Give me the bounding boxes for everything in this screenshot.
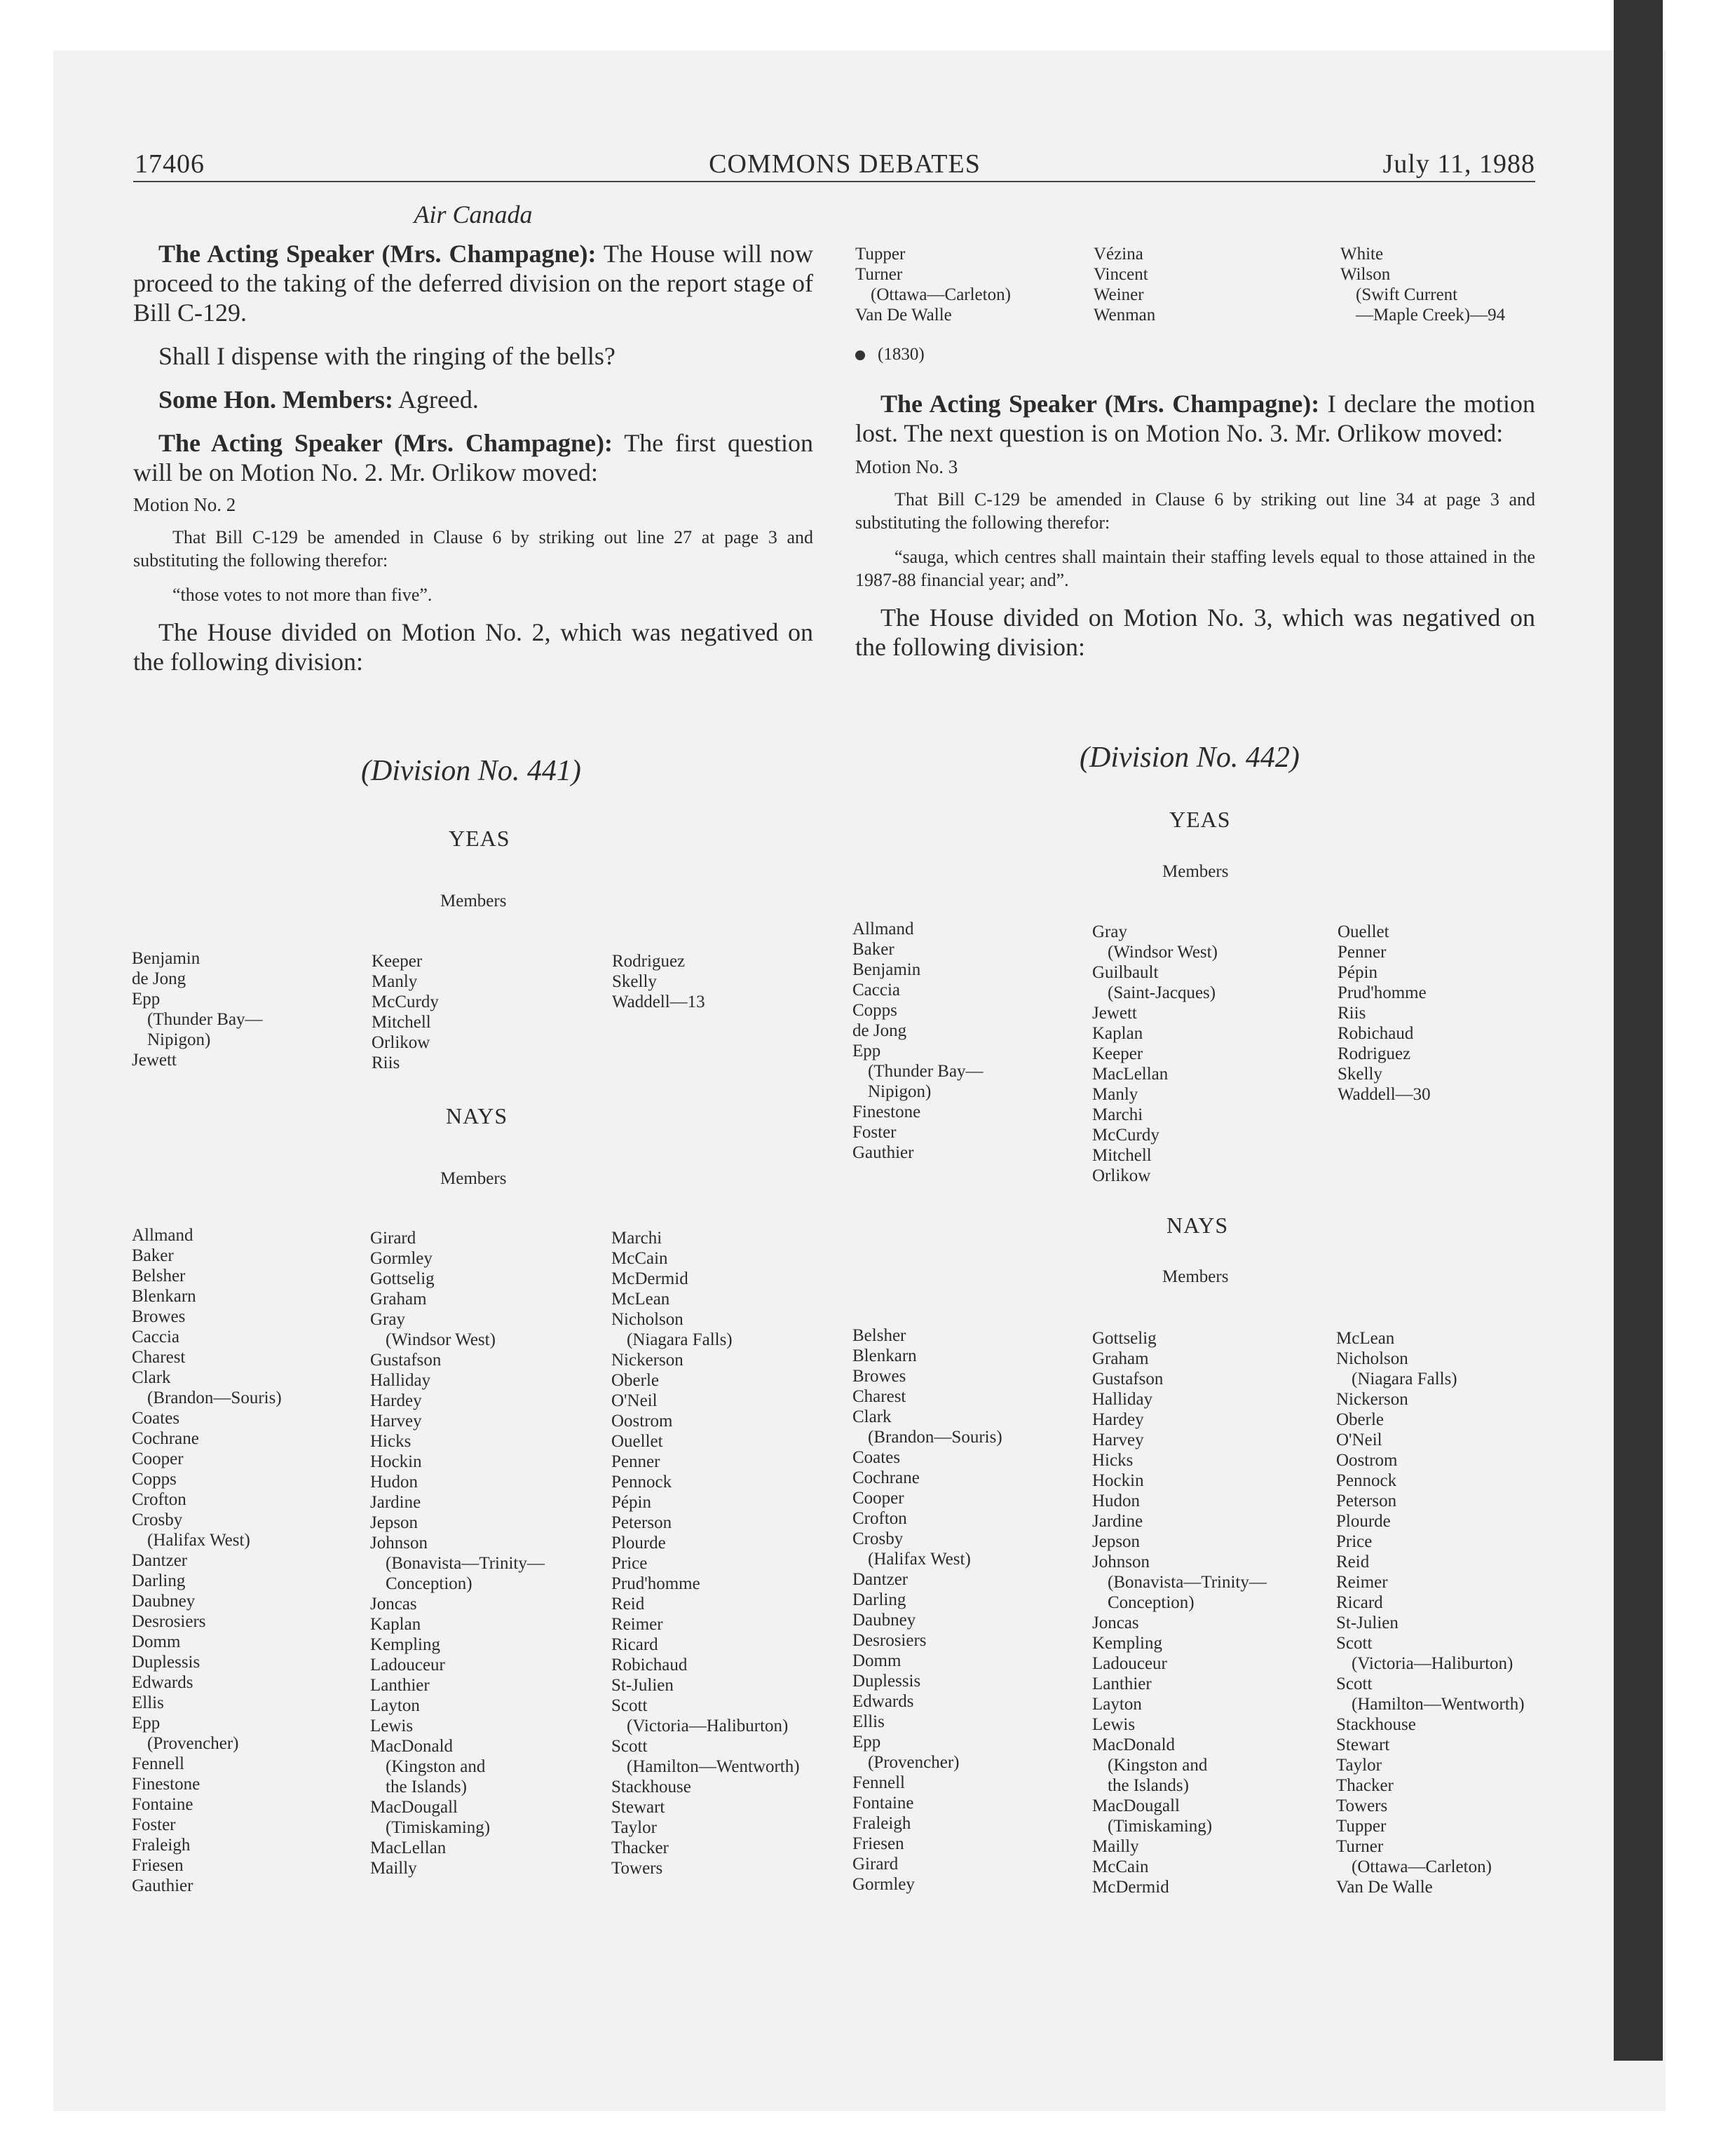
member-name: Harvey — [1092, 1431, 1144, 1449]
member-name: (Provencher) — [868, 1753, 960, 1772]
member-name: Epp — [852, 1042, 881, 1060]
member-name: (Windsor West) — [1108, 943, 1218, 962]
member-name: Rodriguez — [1338, 1044, 1411, 1063]
member-name: McLean — [611, 1290, 670, 1309]
member-name: Coates — [852, 1448, 901, 1467]
paragraph: The House divided on Motion No. 2, which was negatived on the following division: — [133, 618, 813, 676]
member-name: Jewett — [132, 1051, 177, 1070]
member-name: (Victoria—Haliburton) — [1352, 1654, 1513, 1673]
member-name: Desrosiers — [132, 1612, 206, 1631]
member-name: Thacker — [1336, 1776, 1394, 1795]
member-name: Crosby — [852, 1529, 904, 1548]
member-name: Belsher — [132, 1267, 186, 1285]
nays-heading: NAYS — [446, 1103, 508, 1128]
div441-nays-col1 — [132, 1225, 282, 1896]
bullet-icon — [855, 350, 865, 360]
member-name: Ladouceur — [370, 1656, 445, 1674]
member-name: Marchi — [1092, 1105, 1143, 1124]
member-name: Nicholson — [611, 1310, 683, 1329]
member-name: Stackhouse — [611, 1778, 691, 1796]
member-name: Copps — [852, 1001, 897, 1020]
member-name: Johnson — [1092, 1553, 1150, 1571]
member-name: (Niagara Falls) — [1352, 1370, 1457, 1389]
speaker-name: Some Hon. Members: — [158, 386, 393, 414]
member-name: Penner — [1338, 943, 1387, 962]
member-name: Duplessis — [132, 1653, 200, 1672]
member-name: Robichaud — [611, 1656, 688, 1674]
member-name: Waddell—13 — [612, 992, 705, 1011]
member-name: Darling — [852, 1590, 906, 1609]
member-name: (Windsor West) — [386, 1330, 496, 1349]
member-name: Kaplan — [370, 1615, 421, 1634]
div442-yeas-col1 — [852, 919, 984, 1163]
motion-text: That Bill C-129 be amended in Clause 6 by striking out line 27 at page 3 and substituting the following therefor: — [133, 527, 813, 571]
member-name: Hockin — [1092, 1471, 1144, 1490]
member-name: Johnson — [370, 1534, 428, 1553]
member-name: Vézina — [1094, 245, 1143, 264]
div441-nays-col3 — [611, 1228, 800, 1878]
division-441-title: (Division No. 441) — [361, 755, 581, 787]
member-name: Duplessis — [852, 1672, 921, 1691]
member-name: Plourde — [1336, 1512, 1391, 1531]
member-name: (Ottawa—Carleton) — [871, 285, 1011, 304]
paragraph: The House divided on Motion No. 3, which was negatived on the following division: — [855, 603, 1535, 661]
member-name: MacDonald — [1092, 1735, 1176, 1754]
member-name: Conception) — [1108, 1593, 1195, 1612]
member-name: Caccia — [132, 1328, 180, 1346]
member-name: Pépin — [611, 1493, 651, 1512]
member-name: Scott — [1336, 1634, 1373, 1653]
member-name: Browes — [852, 1367, 906, 1386]
members-label: Members — [440, 892, 507, 910]
member-name: Daubney — [852, 1611, 916, 1630]
member-name: Belsher — [852, 1326, 906, 1345]
member-name: Fontaine — [852, 1794, 914, 1813]
member-name: Price — [1336, 1532, 1373, 1551]
member-name: Pépin — [1338, 963, 1377, 982]
member-name: de Jong — [132, 969, 186, 988]
member-name: Kempling — [1092, 1634, 1162, 1653]
member-name: (Hamilton—Wentworth) — [1352, 1695, 1525, 1714]
member-name: Keeper — [1092, 1044, 1143, 1063]
member-name: Mailly — [370, 1859, 417, 1878]
member-name: Ouellet — [611, 1432, 663, 1451]
member-name: Pennock — [611, 1473, 672, 1492]
member-name: Gray — [1092, 922, 1127, 941]
div442-nays-col1 — [852, 1325, 1002, 1895]
member-name: (Timiskaming) — [1108, 1817, 1213, 1836]
member-name: Plourde — [611, 1534, 666, 1553]
member-name: Foster — [132, 1815, 176, 1834]
member-name: Gormley — [852, 1875, 915, 1894]
member-name: Domm — [132, 1632, 181, 1651]
member-name: (Saint-Jacques) — [1108, 983, 1216, 1002]
section-title: Air Canada — [414, 200, 533, 228]
member-name: Benjamin — [852, 960, 921, 979]
member-name: Jepson — [370, 1513, 419, 1532]
member-name: Ricard — [611, 1635, 658, 1654]
member-name: (Kingston and — [1108, 1756, 1208, 1775]
member-name: Dantzer — [852, 1570, 909, 1589]
members-label: Members — [1162, 862, 1229, 881]
member-name: Benjamin — [132, 949, 200, 968]
member-name: Ladouceur — [1092, 1654, 1167, 1673]
paragraph: The Acting Speaker (Mrs. Champagne): I declare the motion lost. The next question is on Motion No. 3. Mr. Orlikow moved: — [855, 390, 1535, 447]
member-name: Finestone — [852, 1103, 921, 1121]
member-name: the Islands) — [1108, 1776, 1189, 1795]
member-name: Reimer — [1336, 1573, 1388, 1592]
member-name: O'Neil — [611, 1391, 658, 1410]
speaker-name: The Acting Speaker (Mrs. Champagne): — [158, 240, 597, 268]
member-name: Crofton — [852, 1509, 907, 1528]
member-name: Hudon — [1092, 1492, 1141, 1510]
member-name: Nickerson — [611, 1351, 683, 1370]
div442-nays-col3 — [1336, 1328, 1525, 1897]
member-name: Friesen — [852, 1834, 904, 1853]
member-name: Gustafson — [370, 1351, 442, 1370]
member-name: Skelly — [612, 972, 657, 991]
member-name: Browes — [132, 1307, 186, 1326]
member-name: Crosby — [132, 1510, 183, 1529]
member-name: Vincent — [1094, 265, 1148, 284]
member-name: Turner — [855, 265, 903, 284]
member-name: Girard — [852, 1855, 899, 1874]
member-name: McDermid — [611, 1269, 688, 1288]
member-name: McCurdy — [372, 992, 439, 1011]
member-name: Graham — [1092, 1349, 1149, 1368]
member-name: (Timiskaming) — [386, 1818, 491, 1837]
member-name: Daubney — [132, 1592, 196, 1611]
div442-yeas-col3 — [1338, 922, 1431, 1105]
member-name: Van De Walle — [1336, 1878, 1433, 1897]
member-name: Desrosiers — [852, 1631, 927, 1650]
member-name: Charest — [852, 1387, 906, 1406]
scan-edge-bar — [1614, 0, 1663, 2061]
paragraph: Shall I dispense with the ringing of the bells? — [158, 342, 615, 370]
member-name: Epp — [132, 990, 161, 1009]
member-name: McLean — [1336, 1329, 1395, 1348]
division-442-title: (Division No. 442) — [1080, 742, 1300, 774]
member-name: Gustafson — [1092, 1370, 1164, 1389]
member-name: the Islands) — [386, 1778, 467, 1796]
member-name: Tupper — [1336, 1817, 1387, 1836]
member-name: St-Julien — [611, 1676, 674, 1695]
motion-label: Motion No. 3 — [855, 456, 958, 477]
member-name: Cooper — [852, 1489, 904, 1508]
div441-nays-col2 — [370, 1228, 545, 1878]
member-name: Kempling — [370, 1635, 440, 1654]
member-name: Thacker — [611, 1838, 669, 1857]
member-name: McCain — [1092, 1857, 1149, 1876]
member-name: Oberle — [1336, 1410, 1384, 1429]
member-name: Pennock — [1336, 1471, 1397, 1490]
member-name: McCain — [611, 1249, 668, 1268]
member-name: Stewart — [611, 1798, 665, 1817]
member-name: Hardey — [370, 1391, 422, 1410]
member-name: Dantzer — [132, 1551, 188, 1570]
member-name: Marchi — [611, 1229, 662, 1248]
member-name: Nipigon) — [147, 1030, 211, 1049]
member-name: Fraleigh — [132, 1836, 191, 1855]
member-name: Graham — [370, 1290, 427, 1309]
member-name: Gottselig — [370, 1269, 435, 1288]
paragraph: The Acting Speaker (Mrs. Champagne): The first question will be on Motion No. 2. Mr. Orlikow moved: — [133, 429, 813, 486]
member-name: Jepson — [1092, 1532, 1141, 1551]
member-name: Hicks — [1092, 1451, 1134, 1470]
member-name: (Bonavista—Trinity— — [1108, 1573, 1267, 1592]
member-name: (Victoria—Haliburton) — [627, 1717, 789, 1735]
member-name: (Thunder Bay— — [147, 1010, 263, 1029]
member-name: Allmand — [132, 1226, 193, 1245]
member-name: Hicks — [370, 1432, 411, 1451]
names-col-top-2 — [1094, 244, 1155, 325]
member-name: Edwards — [852, 1692, 914, 1711]
member-name: Fontaine — [132, 1795, 193, 1814]
member-name: White — [1340, 245, 1384, 264]
member-name: Prud'homme — [611, 1574, 700, 1593]
member-name: —Maple Creek)—94 — [1356, 306, 1506, 325]
names-col-top-1 — [855, 244, 1011, 325]
member-name: Domm — [852, 1651, 901, 1670]
member-name: Layton — [370, 1696, 420, 1715]
member-name: Girard — [370, 1229, 416, 1248]
member-name: Ellis — [852, 1712, 885, 1731]
member-name: Prud'homme — [1338, 983, 1427, 1002]
member-name: Van De Walle — [855, 306, 952, 325]
member-name: de Jong — [852, 1021, 907, 1040]
member-name: McCurdy — [1092, 1126, 1159, 1145]
member-name: Hockin — [370, 1452, 422, 1471]
member-name: Mitchell — [372, 1013, 431, 1032]
member-name: Nicholson — [1336, 1349, 1408, 1368]
member-name: Orlikow — [1092, 1166, 1151, 1185]
member-name: Jardine — [1092, 1512, 1143, 1531]
member-name: Cochrane — [132, 1429, 199, 1448]
member-name: Charest — [132, 1348, 186, 1367]
member-name: Taylor — [1336, 1756, 1382, 1775]
member-name: (Halifax West) — [147, 1531, 250, 1550]
members-label: Members — [1162, 1267, 1229, 1286]
member-name: MacLellan — [1092, 1065, 1169, 1084]
member-name: Orlikow — [372, 1033, 430, 1052]
member-name: MacDougall — [370, 1798, 458, 1817]
member-name: McDermid — [1092, 1878, 1169, 1897]
header-rule — [133, 181, 1535, 182]
member-name: Friesen — [132, 1856, 184, 1875]
member-name: (Brandon—Souris) — [868, 1428, 1002, 1447]
member-name: Keeper — [372, 952, 423, 971]
div442-nays-col2 — [1092, 1328, 1267, 1897]
member-name: Hudon — [370, 1473, 419, 1492]
member-name: Waddell—30 — [1338, 1085, 1431, 1104]
member-name: Kaplan — [1092, 1024, 1143, 1043]
member-name: Jewett — [1092, 1004, 1137, 1023]
member-name: Riis — [1338, 1004, 1366, 1023]
member-name: Turner — [1336, 1837, 1384, 1856]
member-name: Oberle — [611, 1371, 660, 1390]
member-name: Joncas — [1092, 1613, 1139, 1632]
member-name: Crofton — [132, 1490, 186, 1509]
member-name: Wilson — [1340, 265, 1391, 284]
member-name: Gottselig — [1092, 1329, 1157, 1348]
member-name: (Ottawa—Carleton) — [1352, 1857, 1492, 1876]
member-name: St-Julien — [1336, 1613, 1399, 1632]
member-name: Layton — [1092, 1695, 1142, 1714]
time-marker: (1830) — [855, 345, 925, 364]
member-name: Tupper — [855, 245, 906, 264]
member-name: MacDonald — [370, 1737, 454, 1756]
member-name: Price — [611, 1554, 648, 1573]
member-name: Stackhouse — [1336, 1715, 1416, 1734]
member-name: Gauthier — [852, 1143, 914, 1162]
member-name: Lanthier — [370, 1676, 430, 1695]
member-name: Manly — [372, 972, 418, 991]
member-name: Lanthier — [1092, 1674, 1152, 1693]
div442-yeas-col2 — [1092, 922, 1218, 1186]
member-name: (Thunder Bay— — [868, 1062, 984, 1081]
member-name: Reid — [1336, 1553, 1370, 1571]
member-name: Hardey — [1092, 1410, 1144, 1429]
member-name: Scott — [611, 1737, 648, 1756]
member-name: Fraleigh — [852, 1814, 911, 1833]
member-name: Clark — [132, 1368, 171, 1387]
member-name: Towers — [611, 1859, 663, 1878]
div441-yeas-col2 — [372, 951, 439, 1073]
member-name: Joncas — [370, 1595, 417, 1613]
member-name: Peterson — [611, 1513, 672, 1532]
member-name: Conception) — [386, 1574, 472, 1593]
div441-yeas-col1 — [132, 948, 263, 1070]
member-name: (Niagara Falls) — [627, 1330, 733, 1349]
yeas-heading: YEAS — [449, 826, 510, 851]
nays-heading: NAYS — [1166, 1213, 1229, 1238]
member-name: Coates — [132, 1409, 180, 1428]
member-name: Epp — [132, 1714, 161, 1733]
member-name: Weiner — [1094, 285, 1144, 304]
member-name: Towers — [1336, 1796, 1388, 1815]
member-name: (Halifax West) — [868, 1550, 971, 1569]
speaker-name: The Acting Speaker (Mrs. Champagne): — [880, 390, 1320, 418]
member-name: Reimer — [611, 1615, 663, 1634]
member-name: Penner — [611, 1452, 660, 1471]
member-name: Ricard — [1336, 1593, 1383, 1612]
speaker-name: The Acting Speaker (Mrs. Champagne): — [158, 429, 613, 457]
member-name: Cooper — [132, 1449, 184, 1468]
paragraph: Some Hon. Members: Agreed. — [158, 386, 479, 414]
member-name: Harvey — [370, 1412, 422, 1431]
motion-text: That Bill C-129 be amended in Clause 6 by striking out line 34 at page 3 and substituting the following therefor: — [855, 489, 1535, 533]
names-col-top-3 — [1340, 244, 1505, 325]
member-name: Fennell — [132, 1754, 184, 1773]
member-name: Wenman — [1094, 306, 1156, 325]
member-name: (Swift Current — [1356, 285, 1458, 304]
member-name: Nipigon) — [868, 1082, 932, 1101]
member-name: Caccia — [852, 981, 901, 999]
member-name: Riis — [372, 1053, 400, 1072]
member-name: Gauthier — [132, 1876, 193, 1895]
member-name: MacLellan — [370, 1838, 447, 1857]
right-column-text — [855, 389, 1535, 676]
member-name: Copps — [132, 1470, 177, 1489]
members-label: Members — [440, 1169, 507, 1188]
member-name: Blenkarn — [132, 1287, 196, 1306]
member-name: MacDougall — [1092, 1796, 1180, 1815]
member-name: Allmand — [852, 920, 914, 939]
member-name: Finestone — [132, 1775, 200, 1794]
member-name: Halliday — [1092, 1390, 1153, 1409]
member-name: Guilbault — [1092, 963, 1159, 982]
div441-yeas-col3 — [612, 951, 705, 1012]
member-name: Scott — [1336, 1674, 1373, 1693]
member-name: (Hamilton—Wentworth) — [627, 1757, 800, 1776]
page-date: July 11, 1988 — [1382, 149, 1535, 179]
member-name: Peterson — [1336, 1492, 1397, 1510]
member-name: Edwards — [132, 1673, 193, 1692]
member-name: Mitchell — [1092, 1146, 1152, 1165]
member-name: Oostrom — [611, 1412, 673, 1431]
motion-label: Motion No. 2 — [133, 494, 236, 515]
member-name: Rodriguez — [612, 952, 686, 971]
member-name: Blenkarn — [852, 1346, 917, 1365]
member-name: Clark — [852, 1407, 892, 1426]
member-name: Darling — [132, 1571, 186, 1590]
member-name: Cochrane — [852, 1468, 920, 1487]
member-name: Baker — [132, 1246, 174, 1265]
member-name: Jardine — [370, 1493, 421, 1512]
member-name: Reid — [611, 1595, 645, 1613]
member-name: Halliday — [370, 1371, 431, 1390]
member-name: Skelly — [1338, 1065, 1382, 1084]
paragraph: The Acting Speaker (Mrs. Champagne): The House will now proceed to the taking of the deferred division on the report stage of Bill C-129. — [133, 240, 814, 327]
publication-title: COMMONS DEBATES — [709, 149, 981, 179]
member-name: Epp — [852, 1733, 881, 1752]
member-name: Oostrom — [1336, 1451, 1398, 1470]
yeas-heading: YEAS — [1169, 807, 1231, 832]
member-name: Mailly — [1092, 1837, 1139, 1856]
member-name: Taylor — [611, 1818, 657, 1837]
member-name: (Provencher) — [147, 1734, 239, 1753]
member-name: Scott — [611, 1696, 648, 1715]
left-column-text — [133, 200, 813, 690]
member-name: (Brandon—Souris) — [147, 1389, 282, 1407]
member-name: Baker — [852, 940, 894, 959]
member-name: Gormley — [370, 1249, 433, 1268]
member-name: Fennell — [852, 1773, 905, 1792]
member-name: Lewis — [1092, 1715, 1136, 1734]
motion-quote: “those votes to not more than five”. — [172, 585, 433, 605]
member-name: Robichaud — [1338, 1024, 1414, 1043]
member-name: Ellis — [132, 1693, 164, 1712]
member-name: Nickerson — [1336, 1390, 1408, 1409]
member-name: Manly — [1092, 1085, 1138, 1104]
motion-quote: “sauga, which centres shall maintain their staffing levels equal to those attained in the 1987-88 financial year; and”. — [855, 547, 1535, 590]
member-name: Stewart — [1336, 1735, 1390, 1754]
member-name: (Bonavista—Trinity— — [386, 1554, 545, 1573]
member-name: Foster — [852, 1123, 897, 1142]
member-name: Ouellet — [1338, 922, 1389, 941]
member-name: Gray — [370, 1310, 405, 1329]
member-name: (Kingston and — [386, 1757, 486, 1776]
member-name: Lewis — [370, 1717, 414, 1735]
member-name: O'Neil — [1336, 1431, 1382, 1449]
page-number: 17406 — [135, 149, 205, 179]
